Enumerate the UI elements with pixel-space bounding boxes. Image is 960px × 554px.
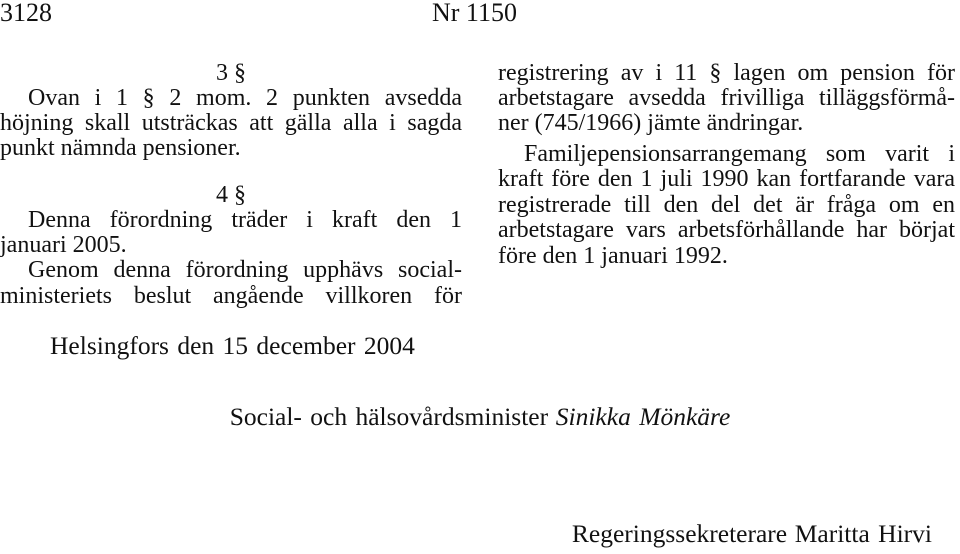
section-3-line: höjning skall utsträckas att gälla alla i sagda [0,110,462,136]
right-paragraph-2-line: kraft före den 1 juli 1990 kan fortfarande vara [498,166,955,192]
right-paragraph-1-line: ner (745/1966) jämte ändringar. [498,110,804,136]
section-4-line: ministeriets beslut angående villkoren för [0,283,462,309]
place-and-date: Helsingfors den 15 december 2004 [50,331,415,360]
section-3-heading: 3 § [216,60,246,86]
section-4-heading: 4 § [216,182,246,208]
secretary-title: Regeringssekreterare [571,519,788,548]
issue-number: Nr 1150 [432,0,517,27]
right-paragraph-2-line: arbetstagare vars arbetsförhållande har börjat [498,217,955,243]
page-number: 3128 [0,0,52,27]
right-paragraph-1-line: registrering av i 11 § lagen om pension för [498,60,955,86]
minister-title: Social- och hälsovårdsminister [229,402,549,431]
secretary-signature [572,521,932,547]
right-paragraph-2-line: Familjepensionsarrangemang som varit i [524,141,955,167]
section-3-line: Ovan i 1 § 2 mom. 2 punkten avsedda [28,85,462,111]
section-3-line: punkt nämnda pensioner. [0,135,241,161]
right-paragraph-1-line: arbetstagare avsedda frivilliga tilläggsförmå- [498,85,955,111]
right-paragraph-2-line: registrerade till den del det är fråga om en [498,192,955,218]
minister-name: Sinikka Mönkäre [555,402,731,431]
section-4-line: Denna förordning träder i kraft den 1 [28,207,462,233]
section-4-line: Genom denna förordning upphävs social- [28,257,462,283]
secretary-name: Maritta Hirvi [794,519,932,548]
minister-signature [0,404,960,430]
right-paragraph-2-line: före den 1 januari 1992. [498,243,728,269]
section-4-line: januari 2005. [0,232,127,258]
